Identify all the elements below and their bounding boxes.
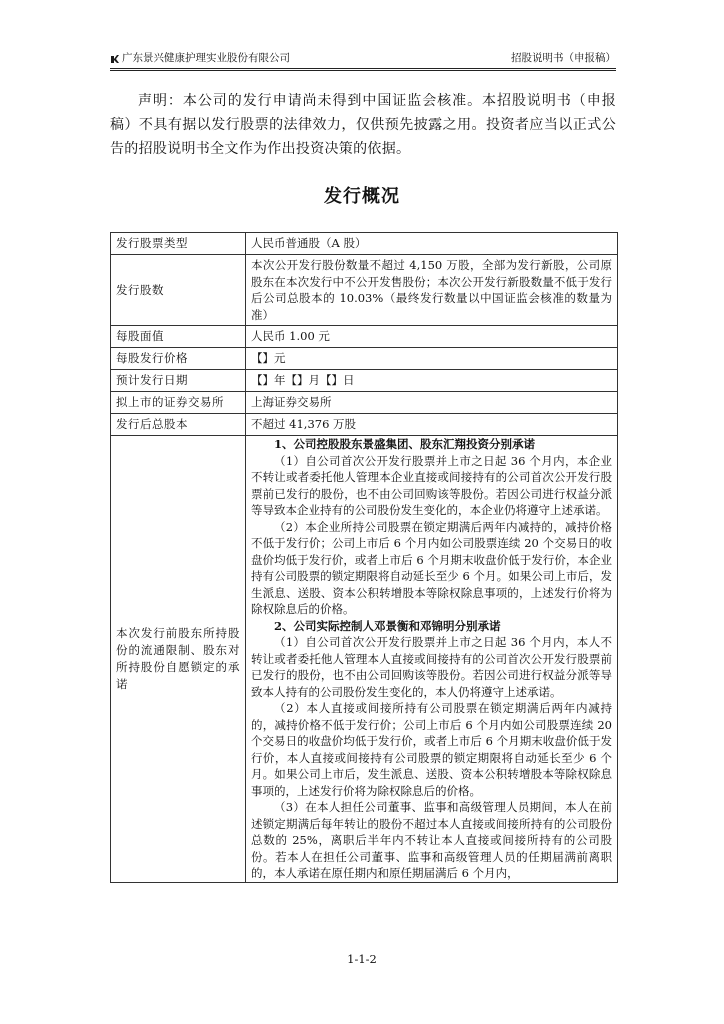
commitment-paragraph: （1）自公司首次公开发行股票并上市之日起 36 个月内，本人不转让或者委托他人管理本人直接或间接持有的公司首次公开发行股票前已发行的股份，也不由公司回购该等股份。若因公司进行权益分派等导致本人持有的公司股份发生变化的，本人仍将遵守上述承诺。: [251, 635, 612, 699]
row-value: 本次公开发行股份数量不超过 4,150 万股，全部为发行新股，公司原股东在本次发行中不公开发售股份；本次公开发行新股数量不低于发行后公司总股本的 10.03%（最终发行数量以中国证监会核准的数量为准）: [246, 255, 618, 326]
row-value: 【】年【】月【】日: [246, 370, 618, 392]
commitment-heading-1: 1、公司控股股东景盛集团、股东汇翔投资分别承诺: [274, 437, 535, 451]
row-label: 预计发行日期: [111, 370, 246, 392]
company-logo-icon: [110, 53, 120, 63]
header-doc-type: 招股说明书（申报稿）: [511, 52, 616, 64]
row-label: 发行股票类型: [111, 233, 246, 255]
offering-overview-table: [110, 232, 618, 883]
commitment-heading-2: 2、公司实际控制人邓景衡和邓锦明分别承诺: [274, 618, 501, 633]
commitment-content: [246, 436, 618, 883]
commitment-paragraph: （2）本企业所持公司股票在锁定期满后两年内减持的，减持价格不低于发行价；公司上市后 6 个月内如公司股票连续 20 个交易日的收盘价均低于发行价，或者上市后 6 个月期末收盘价低于发行价，本企业持有公司股票的锁定期限将自动延长至少 6 个月。如果公司上市后，发生派息、送股、资本公积转增股本等除权除息事项的，上述发行价将为除权除息后的价格。: [251, 519, 612, 616]
table-row: [111, 326, 618, 348]
row-label: 发行后总股本: [111, 414, 246, 436]
header-company-name: 广东景兴健康护理实业股份有限公司: [122, 52, 290, 64]
commitment-paragraph: （2）本人直接或间接所持有公司股票在锁定期满后两年内减持的，减持价格不低于发行价；公司上市后 6 个月内如公司股票连续 20 个交易日的收盘价均低于发行价，或者上市后 6 个月期末收盘价低于发行价，本人直接或间接持有公司股票的锁定期限将自动延长至少 6 个月。如果公司上市后，发生派息、送股、资本公积转增股本等除权除息事项的，上述发行价将为除权除息后的价格。: [251, 701, 612, 798]
header-rule: [110, 68, 616, 69]
page-number: 1-1-2: [347, 952, 377, 966]
commitment-paragraph: （1）自公司首次公开发行股票并上市之日起 36 个月内，本企业不转让或者委托他人管理本企业直接或间接持有的公司首次公开发行股票前已发行的股份，也不由公司回购该等股份。若因公司进行权益分派等导致本企业持有的公司股份发生变化的，本企业仍将遵守上述承诺。: [251, 453, 612, 517]
table-row: [111, 348, 618, 370]
row-value: 不超过 41,376 万股: [246, 414, 618, 436]
row-value: 上海证券交易所: [246, 392, 618, 414]
row-label: 发行股数: [111, 255, 246, 326]
commitment-paragraph: （3）在本人担任公司董事、监事和高级管理人员期间，本人在前述锁定期满后每年转让的股份不超过本人直接或间接所持有的公司股份总数的 25%，离职后半年内不转让本人直接或间接所持有的公司股份。若本人在担任公司董事、监事和高级管理人员的任期届满前离职的，本人承诺在原任期内和原任期届满后 6 个月内，: [251, 800, 612, 880]
commitment-label: 本次发行前股东所持股份的流通限制、股东对所持股份自愿锁定的承诺: [111, 436, 246, 883]
table-row: [111, 370, 618, 392]
row-label: 拟上市的证券交易所: [111, 392, 246, 414]
disclaimer-statement: [110, 89, 616, 161]
table-row-commitment: [111, 436, 618, 883]
table-row: [111, 414, 618, 436]
table-row: [111, 255, 618, 326]
page-header: [110, 50, 616, 66]
header-rule-double: [110, 70, 616, 71]
table-row: [111, 233, 618, 255]
row-label: 每股面值: [111, 326, 246, 348]
row-value: 【】元: [246, 348, 618, 370]
row-value: 人民币普通股（A 股）: [246, 233, 618, 255]
table-row: [111, 392, 618, 414]
row-value: 人民币 1.00 元: [246, 326, 618, 348]
header-left: [110, 50, 290, 66]
disclaimer-text: 声明：本公司的发行申请尚未得到中国证监会核准。本招股说明书（申报稿）不具有据以发行股票的法律效力，仅供预先披露之用。投资者应当以正式公告的招股说明书全文作为作出投资决策的依据。: [110, 93, 616, 157]
row-label: 每股发行价格: [111, 348, 246, 370]
section-title: 发行概况: [324, 186, 400, 207]
